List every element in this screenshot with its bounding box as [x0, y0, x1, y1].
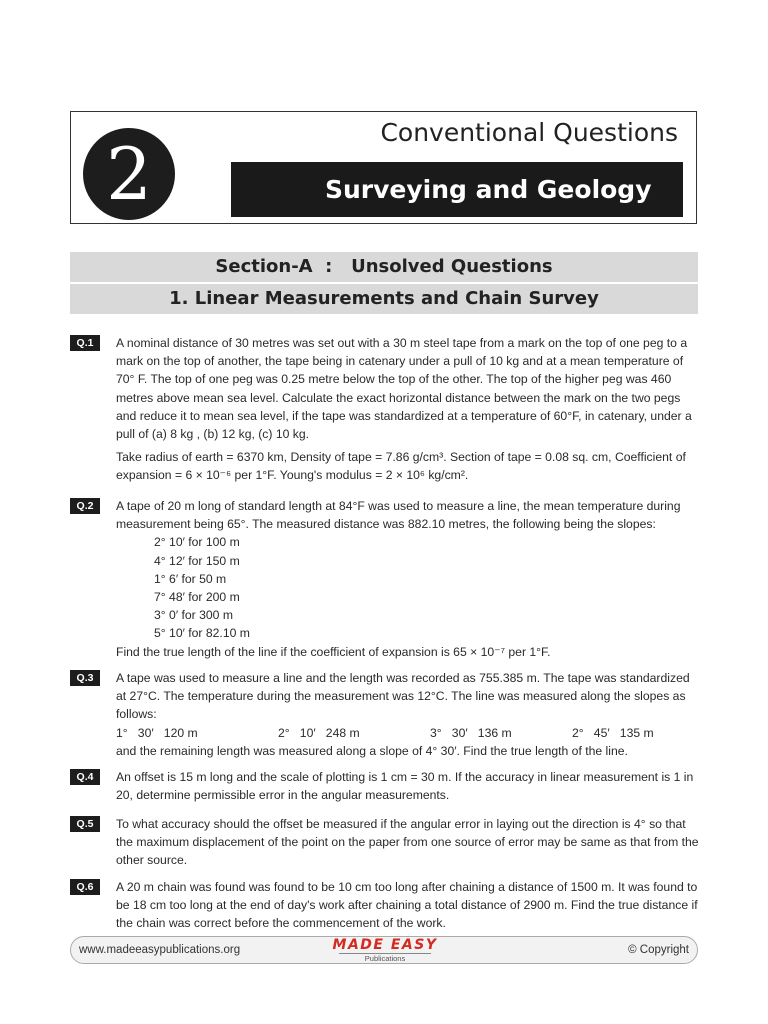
question-text: To what accuracy should the offset be measured if the angular error in laying out the direction is 4° so that the maximum displacement of the point on the paper from one source of error may be same as that from the other source.	[116, 817, 699, 868]
angle-item: 2° 45′ 135 m	[572, 725, 654, 740]
slope-item: 7° 48′ for 200 m	[154, 590, 240, 605]
chapter-number: 2	[83, 128, 175, 220]
question-text: An offset is 15 m long and the scale of plotting is 1 cm = 30 m. If the accuracy in linear measurement is 1 in 20, determine permissible error in the angular measurements.	[116, 770, 694, 803]
angle-item: 2° 10′ 248 m	[278, 725, 360, 740]
question-text-end: Find the true length of the line if the coefficient of expansion is 65 × 10⁻⁷ per 1°F.	[116, 644, 551, 659]
publisher-logo	[321, 938, 449, 963]
question-label: Q.2	[70, 498, 100, 514]
page-footer	[70, 936, 698, 964]
logo-wordmark: MADE EASY	[332, 937, 438, 953]
slope-item: 5° 10′ for 82.10 m	[154, 626, 250, 641]
slope-item: 3° 0′ for 300 m	[154, 608, 233, 623]
website-link[interactable]: www.madeeasypublications.org	[79, 944, 241, 956]
question-label: Q.3	[70, 670, 100, 686]
question-label: Q.1	[70, 335, 100, 351]
question-6	[70, 878, 700, 933]
question-text: A nominal distance of 30 metres was set out with a 30 m steel tape from a mark on the top of one peg to a mark on the top of another, the tape being in catenary under a pull of 10 kg and at a mean temperature of 70° F. The top of one peg was 0.25 metre below the top of the other. The top of the higher peg was 460 metres above mean sea level. Calculate the exact horizontal distance between the mark on the two pegs and reduce it to mean sea level, if the tape was standardized at a temperature of 60°F, in catenary, under a pull of (a) 8 kg , (b) 12 kg, (c) 10 kg.	[116, 336, 692, 442]
slope-item: 4° 12′ for 150 m	[154, 553, 240, 568]
copyright-notice: © Copyright	[628, 944, 689, 956]
question-2	[70, 497, 700, 661]
question-given-data: Take radius of earth = 6370 km, Density of tape = 7.86 g/cm³. Section of tape = 0.08 sq. cm, Coefficient of expansion = 6 × 10⁻⁶ per 1°F. Young's modulus = 2 × 10⁶ kg/cm².	[116, 450, 686, 483]
chapter-title: Surveying and Geology	[231, 162, 683, 217]
question-text: A 20 m chain was found was found to be 10 cm too long after chaining a distance of 1500 m. It was found to be 18 cm too long at the end of day's work after chaining a total distance of 2900 m. Find the true distance if the chain was correct before the commencement of the work.	[116, 880, 698, 931]
angle-item: 3° 30′ 136 m	[430, 725, 512, 740]
question-5	[70, 815, 700, 870]
question-text-end: and the remaining length was measured along a slope of 4° 30′. Find the true length of the line.	[116, 743, 628, 758]
question-text: A tape of 20 m long of standard length at 84°F was used to measure a line, the mean temperature during measurement being 65°. The measured distance was 882.10 metres, the following being the slopes:	[116, 499, 681, 532]
question-label: Q.4	[70, 769, 100, 785]
chapter-header	[70, 111, 697, 224]
section-heading: Section-A : Unsolved Questions	[70, 252, 698, 282]
angle-item: 1° 30′ 120 m	[116, 725, 198, 740]
subsection-heading: 1. Linear Measurements and Chain Survey	[70, 284, 698, 314]
question-4	[70, 768, 700, 804]
chapter-kicker: Conventional Questions	[380, 118, 678, 147]
question-label: Q.6	[70, 879, 100, 895]
logo-subtitle: Publications	[339, 953, 431, 963]
angle-row	[116, 724, 699, 742]
slope-item: 2° 10′ for 100 m	[154, 535, 240, 550]
question-text: A tape was used to measure a line and the length was recorded as 755.385 m. The tape was standardized at 27°C. The temperature during the measurement was 12°C. The line was measured along the slopes as follows:	[116, 671, 690, 722]
slope-item: 1° 6′ for 50 m	[154, 571, 227, 586]
question-label: Q.5	[70, 816, 100, 832]
question-3	[70, 669, 700, 760]
question-1	[70, 334, 700, 485]
